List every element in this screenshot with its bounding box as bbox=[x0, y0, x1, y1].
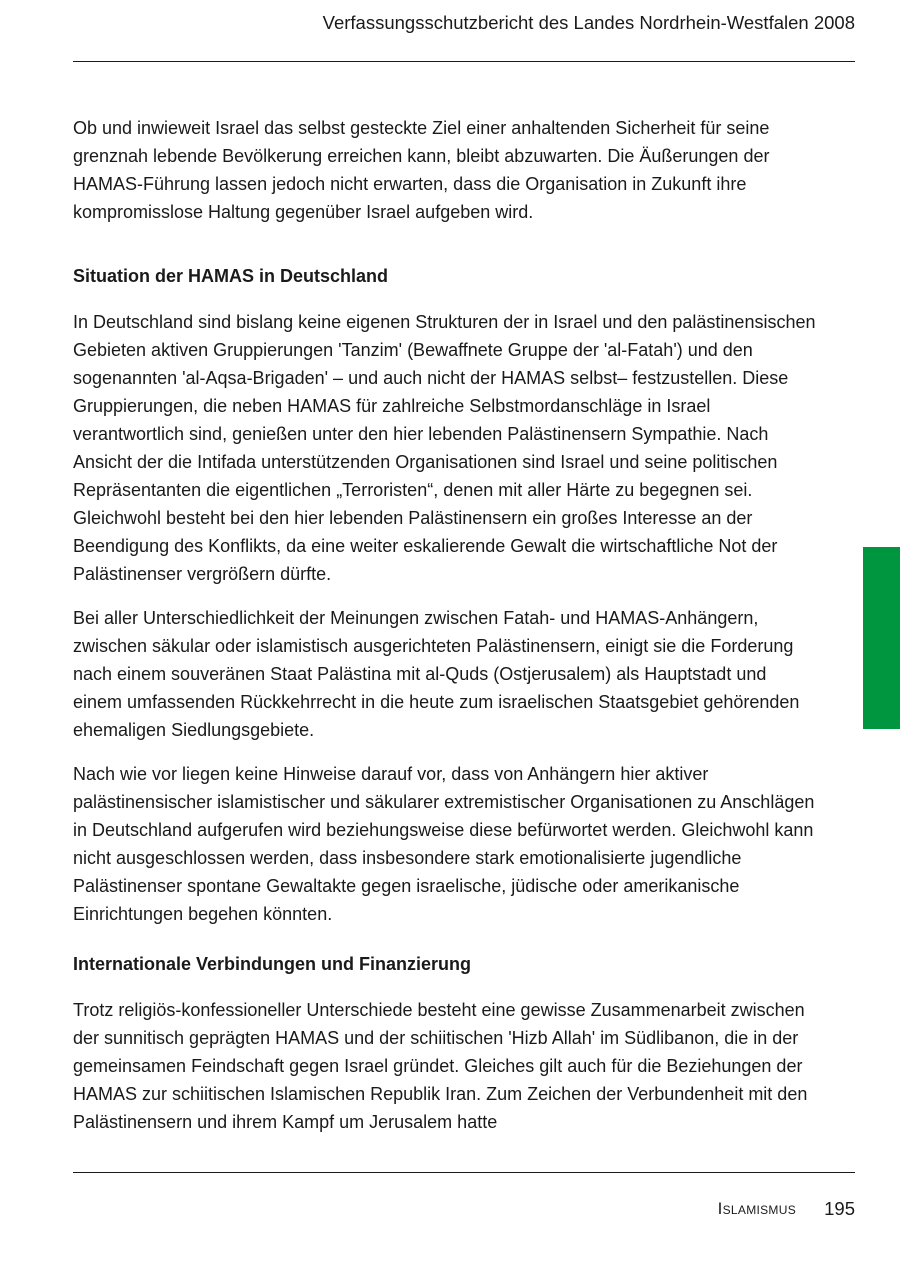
header-rule bbox=[73, 61, 855, 62]
running-header-title: Verfassungsschutzbericht des Landes Nordrhein-Westfalen 2008 bbox=[322, 12, 855, 33]
paragraph: Trotz religiös-konfessioneller Unterschiede besteht eine gewisse Zusammenarbeit zwischen der sunnitisch geprägten HAMAS und der schiitischen 'Hizb Allah' im Südlibanon, die in der gemeinsamen Feindschaft gegen Israel gründet. Gleiches gilt auch für die Beziehungen der HAMAS zur schiitischen Islamischen Republik Iran. Zum Zeichen der Verbundenheit mit den Palästinensern und ihrem Kampf um Jerusalem hatte bbox=[73, 1000, 808, 1132]
paragraph: In Deutschland sind bislang keine eigenen Strukturen der in Israel und den palästinensischen Gebieten aktiven Gruppierungen 'Tanzim' (Bewaffnete Gruppe der 'al-Fatah') und den sogenannten 'al-Aqsa-Brigaden' – und auch nicht der HAMAS selbst– festzustellen. Diese Gruppierungen, die neben HAMAS für zahlreiche Selbstmordanschläge in Israel verantwortlich sind, genießen unter den hier lebenden Palästinensern Sympathie. Nach Ansicht der die Intifada unterstützenden Organisationen sind Israel und seine politischen Repräsentanten die eigentlichen „Terroristen“, denen mit aller Härte zu begegnen sei. Gleichwohl besteht bei den hier lebenden Palästinensern ein großes Interesse an der Beendigung des Konflikts, da eine weiter eskalierende Gewalt die wirtschaftliche Not der Palästinenser vergrößern dürfte. bbox=[73, 312, 816, 584]
intro-paragraph: Ob und inwieweit Israel das selbst gesteckte Ziel einer anhaltenden Sicherheit für seine grenznah lebende Bevölkerung erreichen kann, bleibt abzuwarten. Die Äußerungen der HAMAS-Führung lassen jedoch nicht erwarten, dass die Organisation in Zukunft ihre kompromisslose Haltung gegenüber Israel aufgeben wird. bbox=[73, 118, 770, 222]
footer-section-label: Islamismus bbox=[717, 1199, 796, 1218]
page-number: 195 bbox=[824, 1198, 855, 1219]
paragraph: Bei aller Unterschiedlichkeit der Meinungen zwischen Fatah- und HAMAS-Anhängern, zwischen säkular oder islamistisch ausgerichteten Palästinensern, einigt sie die Forderung nach einem souveränen Staat Palästina mit al-Quds (Ostjerusalem) als Hauptstadt und einem umfassenden Rückkehrrecht in die heute zum israelischen Staatsgebiet gehörenden ehemaligen Siedlungsgebiete. bbox=[73, 608, 800, 740]
footer-rule bbox=[73, 1172, 855, 1173]
section-heading-internationale-verbindungen: Internationale Verbindungen und Finanzierung bbox=[73, 954, 472, 974]
paragraph: Nach wie vor liegen keine Hinweise darauf vor, dass von Anhängern hier aktiver palästinensischer islamistischer und säkularer extremistischer Organisationen zu Anschlägen in Deutschland aufgerufen wird beziehungsweise diese befürwortet werden. Gleichwohl kann nicht ausgeschlossen werden, dass insbesondere stark emotionalisierte jugendliche Palästinenser spontane Gewaltakte gegen israelische, jüdische oder amerikanische Einrichtungen begehen könnten. bbox=[73, 764, 815, 924]
section-heading-hamas-deutschland: Situation der HAMAS in Deutschland bbox=[73, 266, 389, 286]
page-body bbox=[73, 114, 818, 1152]
chapter-tab-marker bbox=[863, 547, 900, 729]
